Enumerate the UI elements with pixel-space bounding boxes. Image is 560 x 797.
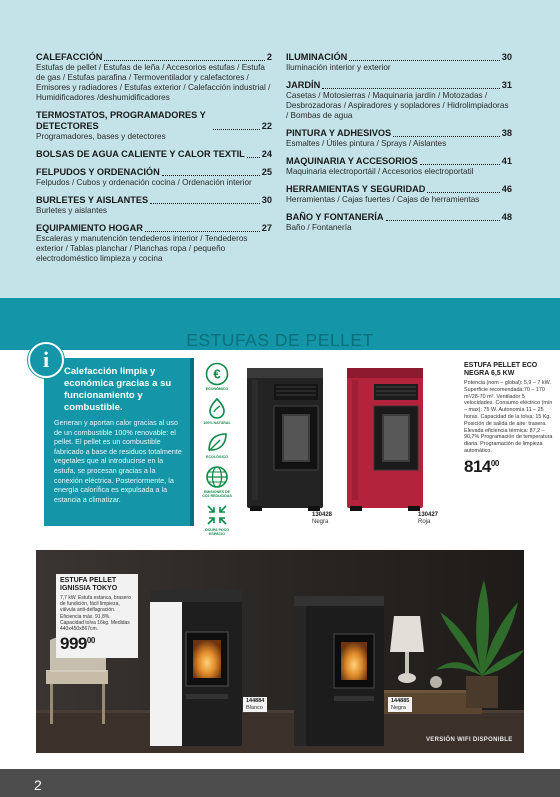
euro-icon <box>205 362 229 386</box>
feature-label: ECONÓMICO <box>205 387 229 391</box>
toc-entry-page: 48 <box>501 212 512 222</box>
section-title: ESTUFAS DE PELLET <box>186 330 374 350</box>
toc-entry-title: BAÑO Y FONTANERÍA <box>286 212 384 222</box>
toc-entry-herramientas[interactable] <box>286 184 512 205</box>
table-of-contents <box>0 0 560 298</box>
product-card-tokyo[interactable] <box>56 574 138 658</box>
info-heading: Calefacción limpia y económica gracias a su funcionamiento y combustible. <box>64 366 172 413</box>
product-price <box>60 634 134 654</box>
feature-ecologico <box>200 430 234 459</box>
toc-entry-title: CALEFACCIÓN <box>36 52 103 62</box>
stove-white-tag <box>243 697 267 712</box>
product-description: Potencia (nom – global): 5,9 – 7 kW. Superficie recomendada:70 – 170 m²/28-70 m³. Ventilador 5 velocidades. Consumo eléctrico (mín – max): 75 W. Autonomía 11 – 25 horas. Capacidad de la tolva: 15 Kg. Posición de salida de aire: trasera. Elevada eficiencia térmica: 87,2 – 90,7% Programación de temperatura diaria. Programación de limpieza automático. <box>464 380 553 454</box>
product-code: 130428 <box>312 512 333 518</box>
svg-text:€: € <box>213 366 221 382</box>
toc-entry-burletes[interactable] <box>36 195 272 216</box>
product-card-eco[interactable] <box>464 362 554 477</box>
info-box-edge <box>190 358 194 526</box>
stove-red-image <box>344 366 426 514</box>
stove-black-scene-tag <box>388 697 412 712</box>
toc-entry-felpudos[interactable] <box>36 167 272 188</box>
info-body: Generan y aportan calor gracias al uso de un combustible 100% renovable: el pellet. El pellet es un combustible fabricado a base de residuos totalmente vegetales que al introducirse en la estufa, se procesan gracias a la conexión eléctrica. Posteriormente, la energía calorífica es expulsada a la estancia a climatizar. <box>54 418 182 504</box>
feature-label: OCUPA POCO ESPACIO <box>204 528 230 537</box>
product-code: 144885 <box>391 698 410 704</box>
toc-entry-page: 46 <box>501 184 512 194</box>
toc-entry-desc: Programadores, bases y detectores <box>36 132 166 141</box>
info-icon: i <box>28 342 64 378</box>
toc-entry-desc: Baño / Fontanería <box>286 223 352 232</box>
toc-entry-desc: Herramientas / Cajas fuertes / Cajas de herramientas <box>286 195 480 204</box>
compact-icon <box>205 503 229 527</box>
toc-entry-page: 22 <box>261 121 272 131</box>
toc-entry-page: 27 <box>261 223 272 233</box>
toc-entry-page: 38 <box>501 128 512 138</box>
toc-entry-desc: Escaleras y manutención tendederos interior / Tendederos exterior / Tablas planchar / Planchas ropa / pequeño electrodoméstico limpieza y cocina <box>36 234 248 263</box>
product-color: Blanco <box>246 704 263 711</box>
toc-entry-page: 41 <box>501 156 512 166</box>
info-box <box>44 358 191 526</box>
toc-entry-page: 31 <box>501 80 512 90</box>
toc-entry-desc: Estufas de pellet / Estufas de leña / Accesorios estufas / Estufa de gas / Estufas parafina / Termoventilador y calefactores / Emisores y radiadores / Estufas exterior / Calefacción industrial / Humidificadores /deshumidificadores <box>36 63 271 102</box>
toc-entry-title: ILUMINACIÓN <box>286 52 348 62</box>
toc-entry-calefaccion[interactable] <box>36 52 272 103</box>
toc-entry-desc: Burletes y aislantes <box>36 206 107 215</box>
feature-emisiones <box>200 465 234 498</box>
feature-icons <box>200 362 234 541</box>
toc-entry-title: TERMOSTATOS, PROGRAMADORES Y DETECTORES <box>36 110 206 131</box>
feature-economico <box>200 362 234 391</box>
stove-black-tag <box>312 512 332 526</box>
toc-entry-page: 24 <box>261 149 272 159</box>
toc-left-column <box>36 52 272 271</box>
toc-entry-termostatos[interactable] <box>36 110 272 142</box>
product-description: 7,7 kW. Estufa estanca, brasero de fundición, fácil limpieza, válvula anti-deflagración. Eficiencia máx. 91,8%. Capacidad tolva 16kg. Medidas 440x450x867cm. <box>60 595 131 633</box>
toc-entry-page: 30 <box>261 195 272 205</box>
toc-entry-title: HERRAMIENTAS Y SEGURIDAD <box>286 184 426 194</box>
leaf-drop-icon <box>205 396 229 420</box>
toc-entry-desc: Casetas / Motosierras / Maquinaria jardín / Motozadas / Desbrozadoras / Aspiradores y sopladores / Hidrolimpiadoras / Bombas de agua <box>286 91 509 120</box>
toc-entry-bolsas[interactable] <box>36 149 272 160</box>
product-code: 144884 <box>246 698 265 704</box>
toc-entry-equipamiento[interactable] <box>36 223 272 264</box>
toc-entry-title: PINTURA Y ADHESIVOS <box>286 128 392 138</box>
toc-entry-desc: Felpudos / Cubos y ordenación cocina / Ordenación interior <box>36 178 252 187</box>
price-decimals: 00 <box>86 636 95 646</box>
product-color: Negra <box>312 519 329 525</box>
feature-label: EMISIONES DE CO2 REDUCIDAS <box>202 489 232 498</box>
feature-label: 100% NATURAL <box>203 421 231 426</box>
toc-entry-title: EQUIPAMIENTO HOGAR <box>36 223 143 233</box>
product-color: Negra <box>391 704 406 711</box>
toc-right-column <box>286 52 512 240</box>
page-number: 2 <box>34 777 42 793</box>
toc-entry-desc: Esmaltes / Útiles pintura / Sprays / Aislantes <box>286 139 447 148</box>
toc-entry-iluminacion[interactable] <box>286 52 512 73</box>
page-footer <box>0 769 560 797</box>
product-title: ESTUFA PELLET ECO NEGRA 6,5 KW <box>464 362 538 377</box>
product-price <box>464 457 554 477</box>
toc-entry-page: 2 <box>266 52 272 62</box>
toc-entry-title: BURLETES Y AISLANTES <box>36 195 149 205</box>
globe-icon <box>205 465 229 489</box>
price-integer: 999 <box>60 634 87 654</box>
stove-red-tag <box>418 512 438 526</box>
feature-espacio <box>200 503 234 536</box>
toc-entry-title: BOLSAS DE AGUA CALIENTE Y CALOR TEXTIL <box>36 149 245 159</box>
product-code: 130427 <box>418 512 439 518</box>
wifi-note: VERSIÓN WIFI DISPONIBLE <box>426 737 513 743</box>
toc-entry-jardin[interactable] <box>286 80 512 121</box>
stove-black-image <box>244 366 326 514</box>
toc-entry-bano[interactable] <box>286 212 512 233</box>
product-title: ESTUFA PELLET IGNISSIA TOKYO <box>60 577 118 592</box>
eco-leaf-icon <box>205 430 229 454</box>
toc-entry-title: MAQUINARIA Y ACCESORIOS <box>286 156 418 166</box>
product-color: Roja <box>418 519 431 525</box>
toc-entry-title: FELPUDOS Y ORDENACIÓN <box>36 167 160 177</box>
price-integer: 814 <box>464 456 491 476</box>
price-decimals: 00 <box>490 458 499 468</box>
toc-entry-desc: Maquinaria electroportáil / Accesorios electroportatil <box>286 167 474 176</box>
toc-entry-page: 25 <box>261 167 272 177</box>
toc-entry-pintura[interactable] <box>286 128 512 149</box>
toc-entry-title: JARDÍN <box>286 80 321 90</box>
toc-entry-desc: Iluminación interior y exterior <box>286 63 391 72</box>
toc-entry-maquinaria[interactable] <box>286 156 512 177</box>
toc-entry-page: 30 <box>501 52 512 62</box>
feature-label: ECOLÓGICO <box>206 455 228 460</box>
feature-natural <box>200 396 234 425</box>
